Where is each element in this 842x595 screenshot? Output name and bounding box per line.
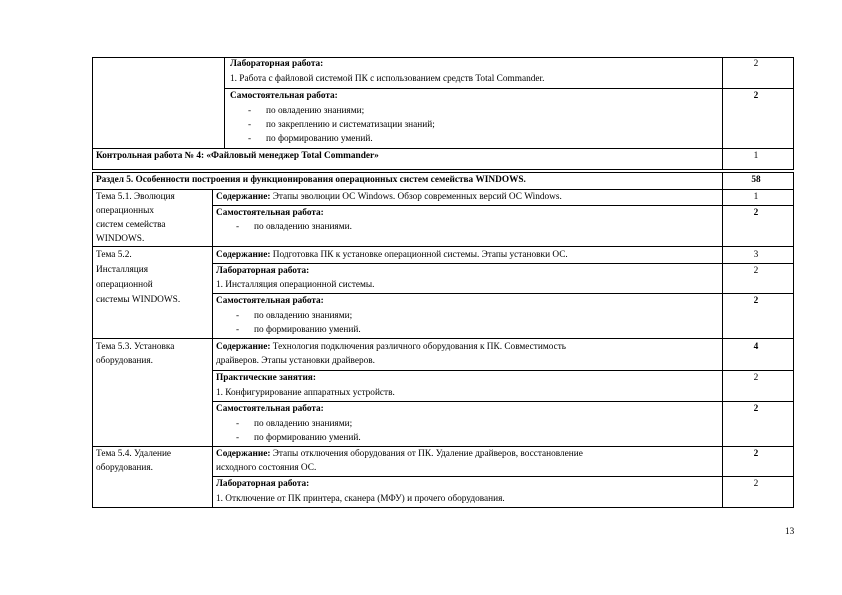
topic-title: операционной [96,280,153,290]
row-heading: Лабораторная работа: [230,59,324,69]
rule [92,507,794,508]
content-label: Содержание: [216,250,271,260]
rule [92,172,794,173]
row-heading: Лабораторная работа: [216,266,310,276]
section-title: Раздел 5. Особенности построения и функционирования операционных систем семейства WINDOWS. [96,175,526,185]
row-heading: Лабораторная работа: [216,479,310,489]
bullet-dash: - [248,106,252,116]
row-heading: Самостоятельная работа: [216,208,324,218]
content-line: исходного состояния ОС. [216,463,317,473]
row-text: 1. Отключение от ПК принтера, сканера (МФУ) и прочего оборудования. [216,494,505,504]
content-label: Содержание: [216,342,271,352]
rule [212,476,794,477]
content-text: Этапы эволюции ОС Windows. Обзор современных версий ОС Windows. [270,192,562,202]
bullet-text: по овладению знаниями. [254,222,352,232]
rule [92,57,93,169]
rule [212,189,213,507]
topic-title: WINDOWS. [96,234,145,244]
hours-cell: 2 [753,404,759,414]
content-label: Содержание: [216,192,271,202]
page-number: 13 [785,527,795,537]
bullet-dash: - [236,222,240,232]
bullet-dash: - [236,433,240,443]
topic-title: оборудования. [96,463,153,473]
control-work: Контрольная работа № 4: «Файловый менеджер Total Commander» [96,151,379,161]
hours-cell: 4 [753,342,759,352]
row-text: 1. Конфигурирование аппаратных устройств. [216,388,395,398]
hours-cell: 2 [753,296,759,306]
topic-title: Тема 5.2. [96,250,132,260]
rule [793,57,794,169]
bullet-text: по формированию умений. [266,134,373,144]
rule [92,57,794,58]
topic-title: Инсталляция [96,265,148,275]
hours-cell: 1 [753,151,759,161]
bullet-text: по закреплению и систематизации знаний; [266,120,435,130]
bullet-text: по формированию умений. [254,325,361,335]
bullet-text: по овладению знаниями; [254,419,353,429]
rule [92,169,794,170]
row-heading: Практические занятия: [216,373,316,383]
topic-title: Тема 5.1. Эволюция [96,192,175,202]
rule [92,338,794,339]
topic-title: оборудования. [96,356,153,366]
hours-cell: 2 [753,449,759,459]
row-heading: Самостоятельная работа: [216,404,324,414]
content-line [216,449,583,460]
row-text: 1. Работа с файловой системой ПК с использованием средств Total Commander. [230,74,545,84]
hours-cell: 2 [753,266,759,276]
topic-title: Тема 5.4. Удаление [96,449,172,459]
topic-title: операционных [96,206,154,216]
hours-cell: 3 [753,250,759,260]
content-text: Технология подключения различного оборудования к ПК. Совместимость [270,342,567,352]
content-line [216,342,566,353]
hours-cell: 2 [753,91,759,101]
topic-title: систем семейства [96,220,166,230]
row-heading: Самостоятельная работа: [216,296,324,306]
bullet-dash: - [236,325,240,335]
rule [92,172,93,507]
bullet-text: по овладению знаниями; [254,311,353,321]
rule [92,189,794,190]
content-label: Содержание: [216,449,271,459]
content-text: Подготовка ПК к установке операционной системы. Этапы установки ОС. [270,250,568,260]
topic-title: системы WINDOWS. [96,295,181,305]
rule [224,88,794,89]
hours-cell: 1 [753,192,759,202]
row-text: 1. Инсталляция операционной системы. [216,280,375,290]
rule [92,446,794,447]
rule [92,246,794,247]
bullet-dash: - [248,120,252,130]
bullet-dash: - [248,134,252,144]
rule [212,263,794,264]
rule [92,148,794,149]
hours-cell: 58 [751,175,761,185]
topic-title: Тема 5.3. Установка [96,342,175,352]
rule [212,370,794,371]
bullet-text: по формированию умений. [254,433,361,443]
hours-cell: 2 [753,208,759,218]
bullet-dash: - [236,311,240,321]
rule [793,172,794,507]
rule [212,401,794,402]
content-text: Этапы отключения оборудования от ПК. Удаление драйверов, восстановление [270,449,583,459]
row-heading: Самостоятельная работа: [230,91,338,101]
bullet-dash: - [236,419,240,429]
rule [224,57,225,148]
hours-cell: 2 [753,373,759,383]
hours-cell: 2 [753,479,759,489]
content-line: драйверов. Этапы установки драйверов. [216,356,376,366]
hours-cell: 2 [753,59,759,69]
bullet-text: по овладению знаниями; [266,106,365,116]
content-line [216,250,568,261]
rule [212,205,794,206]
content-line [216,192,562,203]
rule [212,293,794,294]
